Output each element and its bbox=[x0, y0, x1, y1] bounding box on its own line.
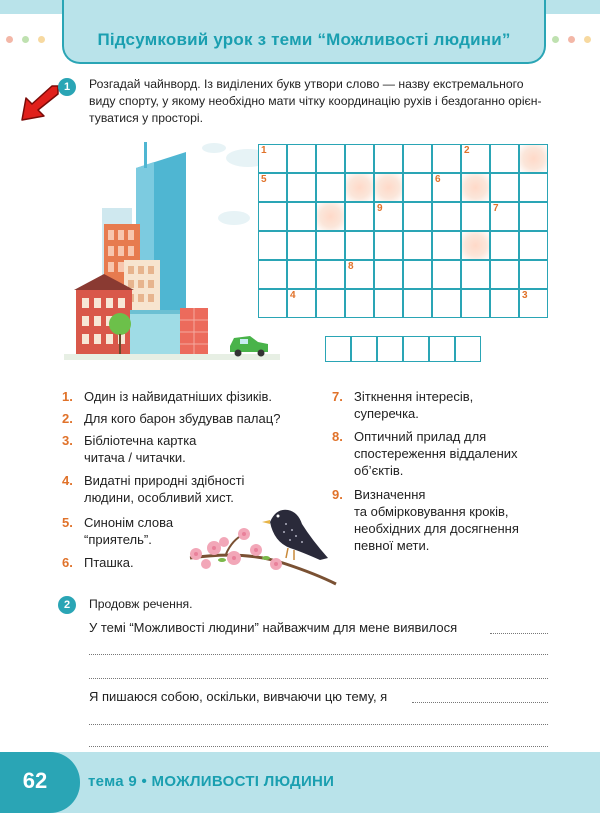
crossword-cell[interactable] bbox=[258, 144, 287, 173]
crossword-cell[interactable] bbox=[316, 260, 345, 289]
clue-text: Бібліотечна картка bbox=[84, 433, 197, 448]
crossword-cell[interactable] bbox=[490, 231, 519, 260]
task-2-number: 2 bbox=[58, 596, 76, 614]
crossword-cell[interactable] bbox=[519, 289, 548, 318]
footer-topic: тема 9 • МОЖЛИВОСТІ ЛЮДИНИ bbox=[88, 773, 335, 790]
clue-number-7: 7 bbox=[493, 203, 499, 214]
answer-cell[interactable] bbox=[403, 336, 429, 362]
crossword-highlight-cell[interactable] bbox=[461, 231, 490, 260]
clue-num: 3. bbox=[62, 433, 73, 448]
crossword-cell[interactable] bbox=[258, 231, 287, 260]
crossword-cell[interactable] bbox=[490, 202, 519, 231]
crossword-cell[interactable] bbox=[461, 144, 490, 173]
clue-text: та обмірковування кроків, bbox=[354, 504, 509, 519]
clue-num: 4. bbox=[62, 473, 73, 488]
clue-text: “приятель”. bbox=[84, 532, 152, 547]
answer-cell[interactable] bbox=[455, 336, 481, 362]
crossword-cell[interactable] bbox=[345, 289, 374, 318]
crossword-cell[interactable] bbox=[374, 144, 403, 173]
answer-line[interactable] bbox=[89, 746, 548, 747]
crossword-cell[interactable] bbox=[345, 202, 374, 231]
crossword-cell[interactable] bbox=[374, 289, 403, 318]
crossword-cell[interactable] bbox=[258, 202, 287, 231]
crossword-cell[interactable] bbox=[258, 289, 287, 318]
clue-item bbox=[332, 428, 518, 479]
clue-text: спостереження віддалених bbox=[354, 446, 518, 461]
answer-cell[interactable] bbox=[377, 336, 403, 362]
crossword-cell[interactable] bbox=[461, 260, 490, 289]
clue-num: 6. bbox=[62, 555, 73, 570]
clue-text: певної мети. bbox=[354, 538, 430, 553]
crossword-cell[interactable] bbox=[432, 144, 461, 173]
crossword-cell[interactable] bbox=[490, 173, 519, 202]
clue-item bbox=[62, 514, 173, 548]
crossword-cell[interactable] bbox=[345, 144, 374, 173]
clue-num: 7. bbox=[332, 389, 343, 404]
crossword-cell[interactable] bbox=[316, 144, 345, 173]
task-1-line: туватися у просторі. bbox=[89, 111, 203, 125]
answer-cell[interactable] bbox=[325, 336, 351, 362]
clue-number-4: 4 bbox=[290, 290, 296, 301]
clue-item bbox=[62, 388, 272, 405]
crossword-cell[interactable] bbox=[287, 231, 316, 260]
crossword-cell[interactable] bbox=[490, 144, 519, 173]
clue-number-2: 2 bbox=[464, 145, 470, 156]
clue-text: об’єктів. bbox=[354, 463, 404, 478]
task-1-line: Розгадай чайнворд. Із виділених букв утвори слово — назву екстремального bbox=[89, 77, 524, 91]
clue-num: 1. bbox=[62, 389, 73, 404]
answer-line[interactable] bbox=[89, 724, 548, 725]
clue-text: Оптичний прилад для bbox=[354, 429, 487, 444]
crossword-cell[interactable] bbox=[490, 289, 519, 318]
crossword-cell[interactable] bbox=[403, 202, 432, 231]
clue-num: 5. bbox=[62, 515, 73, 530]
page-number: 62 bbox=[22, 768, 48, 793]
clue-text: Визначення bbox=[354, 487, 426, 502]
answer-row[interactable] bbox=[325, 336, 485, 364]
clue-text: Пташка. bbox=[84, 555, 134, 570]
clue-item bbox=[62, 410, 280, 427]
crossword-cell[interactable] bbox=[432, 289, 461, 318]
sentence-2: Я пишаюся собою, оскільки, вивчаючи цю тему, я bbox=[89, 689, 388, 704]
clue-number-1: 1 bbox=[261, 145, 267, 156]
crossword-cell[interactable] bbox=[461, 289, 490, 318]
crossword-cell[interactable] bbox=[519, 260, 548, 289]
crossword-cell[interactable] bbox=[287, 289, 316, 318]
clue-number-9: 9 bbox=[377, 203, 383, 214]
clue-item bbox=[332, 388, 473, 422]
crossword-cell[interactable] bbox=[432, 260, 461, 289]
crossword-highlight-cell[interactable] bbox=[519, 144, 548, 173]
clue-text: Для кого барон збудував палац? bbox=[84, 411, 281, 426]
clue-text: Один із найвидатніших фізиків. bbox=[84, 389, 273, 404]
answer-line[interactable] bbox=[89, 654, 548, 655]
crossword-cell[interactable] bbox=[287, 144, 316, 173]
crossword-cell[interactable] bbox=[432, 231, 461, 260]
crossword-cell[interactable] bbox=[316, 289, 345, 318]
answer-line[interactable] bbox=[490, 633, 548, 634]
clue-text: Синонім слова bbox=[84, 515, 174, 530]
clue-num: 9. bbox=[332, 487, 343, 502]
crossword-cell[interactable] bbox=[374, 260, 403, 289]
crossword-cell[interactable] bbox=[461, 202, 490, 231]
answer-cell[interactable] bbox=[351, 336, 377, 362]
clue-number-3: 3 bbox=[522, 290, 528, 301]
crossword-cell[interactable] bbox=[258, 260, 287, 289]
answer-cell[interactable] bbox=[429, 336, 455, 362]
crossword-cell[interactable] bbox=[287, 260, 316, 289]
crossword-cell[interactable] bbox=[374, 231, 403, 260]
crossword-cell[interactable] bbox=[432, 202, 461, 231]
crossword-cell[interactable] bbox=[403, 173, 432, 202]
crossword-cell[interactable] bbox=[519, 202, 548, 231]
crossword-cell[interactable] bbox=[403, 144, 432, 173]
clue-num: 2. bbox=[62, 411, 73, 426]
task-1-line: виду спорту, у якому необхідно мати чітку координацію рухів і бездоганно орієн- bbox=[89, 94, 542, 108]
crossword-grid[interactable] bbox=[0, 0, 600, 330]
crossword-highlight-cell[interactable] bbox=[374, 173, 403, 202]
clue-item bbox=[62, 554, 134, 571]
crossword-cell[interactable] bbox=[432, 173, 461, 202]
crossword-highlight-cell[interactable] bbox=[345, 173, 374, 202]
sentence-1: У темі “Можливості людини” найважчим для мене виявилося bbox=[89, 620, 458, 635]
task-2-instruction: Продовж речення. bbox=[89, 597, 193, 611]
answer-line[interactable] bbox=[412, 702, 548, 703]
crossword-highlight-cell[interactable] bbox=[461, 173, 490, 202]
clue-text: Зіткнення інтересів, bbox=[354, 389, 474, 404]
clue-text: людини, особливий хист. bbox=[84, 490, 234, 505]
clue-item bbox=[332, 486, 519, 554]
crossword-cell[interactable] bbox=[519, 231, 548, 260]
clue-text: суперечка. bbox=[354, 406, 419, 421]
crossword-cell[interactable] bbox=[287, 202, 316, 231]
crossword-cell[interactable] bbox=[403, 260, 432, 289]
answer-line[interactable] bbox=[89, 678, 548, 679]
clue-text: Видатні природні здібності bbox=[84, 473, 245, 488]
crossword-cell[interactable] bbox=[345, 231, 374, 260]
clue-number-5: 5 bbox=[261, 174, 267, 185]
crossword-cell[interactable] bbox=[490, 260, 519, 289]
starling-on-blossom-illustration bbox=[186, 500, 340, 590]
crossword-cell[interactable] bbox=[519, 173, 548, 202]
crossword-cell[interactable] bbox=[345, 260, 374, 289]
crossword-cell[interactable] bbox=[258, 173, 287, 202]
crossword-highlight-cell[interactable] bbox=[316, 202, 345, 231]
task-1-number: 1 bbox=[58, 78, 76, 96]
crossword-cell[interactable] bbox=[287, 173, 316, 202]
crossword-cell[interactable] bbox=[316, 231, 345, 260]
crossword-cell[interactable] bbox=[374, 202, 403, 231]
clue-text: читача / читачки. bbox=[84, 450, 186, 465]
clue-item bbox=[62, 432, 196, 466]
clue-num: 8. bbox=[332, 429, 343, 444]
clue-text: необхідних для досягнення bbox=[354, 521, 519, 536]
page-title: Підсумковий урок з теми “Можливості людини” bbox=[97, 30, 511, 49]
clue-number-6: 6 bbox=[435, 174, 441, 185]
crossword-cell[interactable] bbox=[316, 173, 345, 202]
crossword-cell[interactable] bbox=[403, 231, 432, 260]
crossword-cell[interactable] bbox=[403, 289, 432, 318]
clue-number-8: 8 bbox=[348, 261, 354, 272]
